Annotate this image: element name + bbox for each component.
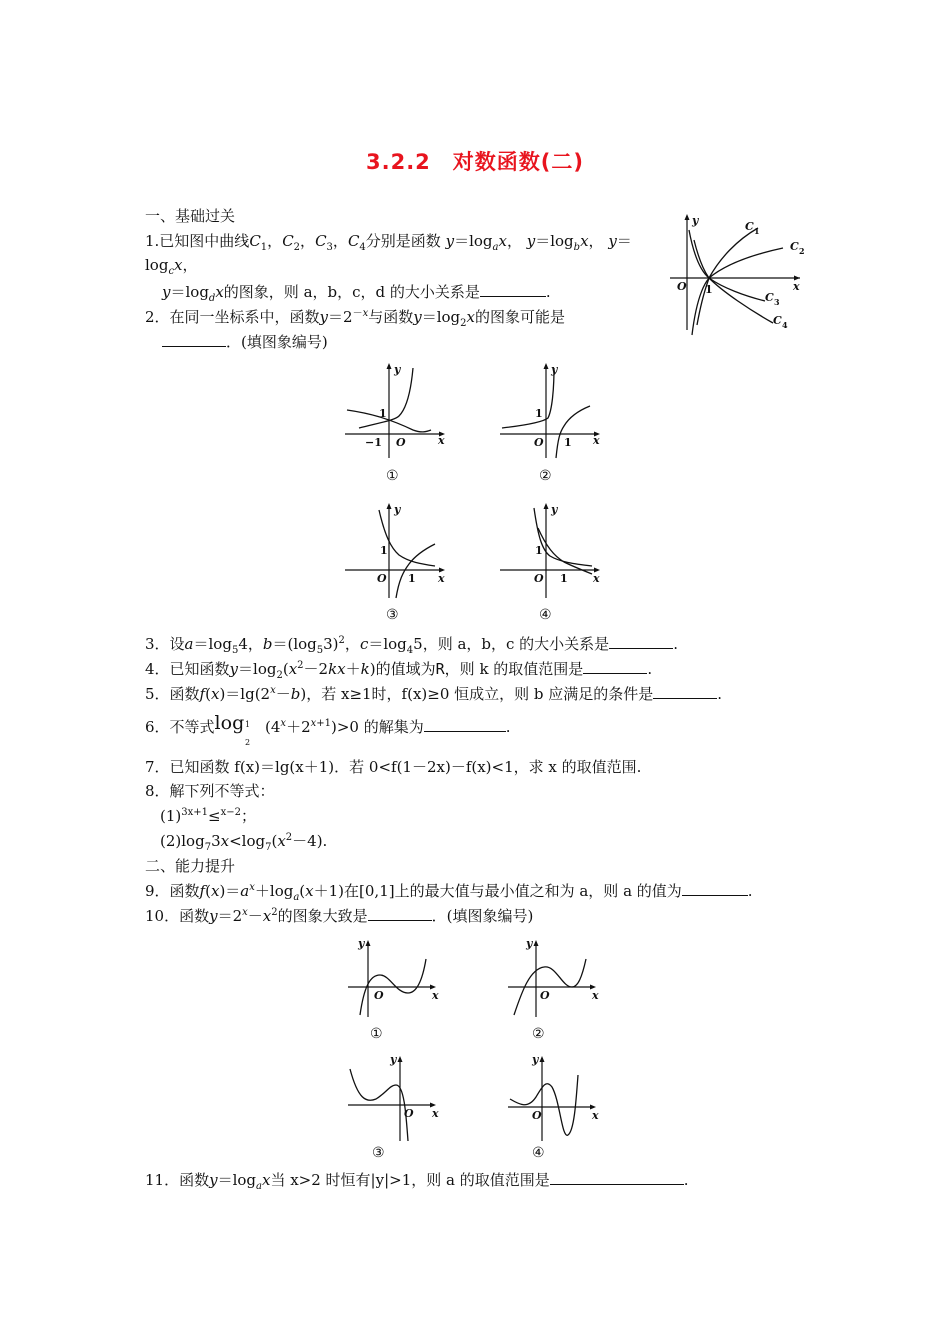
answer-blank[interactable]	[583, 659, 647, 674]
q1-axis-y: y	[692, 214, 699, 227]
section-advanced: 二、能力提升	[145, 857, 236, 875]
question-9: 9．函数$f(x)=a^x+\log_a(x+1)$在[0,1]上的最大值与最小值之和为 a，则 a 的值为 .	[145, 882, 753, 903]
svg-text:1: 1	[380, 544, 388, 557]
svg-text:y: y	[532, 1053, 539, 1066]
svg-text:4: 4	[782, 320, 788, 330]
answer-blank[interactable]	[653, 684, 717, 699]
q10-graph-4	[506, 1053, 606, 1143]
q2-mark-3: ③	[386, 607, 399, 623]
svg-text:x: x	[432, 1107, 439, 1120]
svg-text:y: y	[394, 503, 401, 516]
svg-text:−1: −1	[365, 436, 382, 449]
label-c4: C	[773, 314, 782, 327]
question-10: 10．函数$y=2^x-x^2$的图象大致是 ．(填图象编号)	[145, 907, 534, 925]
q2-graph-4	[498, 500, 608, 600]
svg-text:1: 1	[535, 544, 543, 557]
q6-log-base-top: 1	[245, 720, 251, 729]
question-7: 7．已知函数 f(x)＝lg(x＋1)．若 0<f(1－2x)－f(x)<1，求 x 的取值范围.	[145, 758, 642, 776]
question-11: 11．函数$y=\log_ax$当 x>2 时恒有|y|>1，则 a 的取值范围是 .	[145, 1171, 689, 1192]
svg-text:x: x	[593, 434, 600, 447]
q1-axis-x: x	[793, 280, 800, 293]
q10-graph-3	[346, 1053, 446, 1143]
q2-mark-4: ④	[539, 607, 552, 623]
svg-text:x: x	[432, 989, 439, 1002]
svg-text:1: 1	[535, 407, 543, 420]
svg-text:3: 3	[774, 297, 780, 307]
svg-text:y: y	[358, 937, 365, 950]
svg-text:2: 2	[799, 246, 805, 256]
question-6: 6．不等式$\log (4^x+2^{x+1})>0$ 的解集为 .	[145, 712, 511, 736]
svg-text:y: y	[526, 937, 533, 950]
q10-mark-1: ①	[370, 1026, 383, 1042]
label-c2: C	[790, 240, 799, 253]
question-1-line3: $y=\log_dx$的图象，则 a，b，c，d 的大小关系是 .	[162, 283, 551, 304]
svg-text:O: O	[404, 1107, 414, 1120]
q10-mark-3: ③	[372, 1145, 385, 1161]
question-4: 4．已知函数$y=\log_2(x^2-2kx+k)$的值域为R，则 k 的取值范围是 .	[145, 660, 653, 681]
svg-text:O: O	[534, 572, 544, 585]
section-basic: 一、基础过关	[145, 207, 236, 225]
svg-text:x: x	[593, 572, 600, 585]
question-8-1: $(1)^{3x+1}\le^{x-2}$；	[160, 807, 256, 825]
curve-c4	[689, 230, 773, 323]
svg-text:x: x	[438, 434, 445, 447]
question-2-line2: ．(填图象编号)	[162, 332, 328, 352]
question-3: 3．设$a=\log_54$，$b=(\log_53)^2$，$c=\log_45$，则 a，b，c 的大小关系是 .	[145, 635, 678, 656]
svg-text:O: O	[540, 989, 550, 1002]
answer-blank[interactable]	[550, 1170, 684, 1185]
svg-text:y: y	[551, 363, 558, 376]
question-1-line1: 1.已知图中曲线$C_1$，$C_2$，$C_3$，$C_4$分别是函数 $y=\log_ax$， $y=\log_bx$， y＝	[145, 232, 632, 253]
svg-text:x: x	[592, 989, 599, 1002]
q2-mark-1: ①	[386, 468, 399, 484]
question-5: 5．函数$f(x)=\lg(2^x-b)$，若 x≥1时，f(x)≥0 恒成立，则 b 应满足的条件是 .	[145, 685, 723, 703]
question-2-line1: 2．在同一坐标系中，函数$y=2^{-x}$与函数$y=\log_2x$的图象可能是	[145, 308, 566, 329]
svg-text:1: 1	[408, 572, 416, 585]
q2-graph-1	[343, 360, 453, 460]
answer-blank[interactable]	[424, 717, 506, 732]
q1-origin: O	[677, 280, 687, 293]
question-1-line2: $\log_cx$，	[145, 256, 198, 277]
q10-mark-2: ②	[532, 1026, 545, 1042]
question-8: 8．解下列不等式：	[145, 782, 275, 800]
answer-blank[interactable]	[480, 282, 546, 297]
answer-blank[interactable]	[368, 906, 432, 921]
curve-c1	[692, 228, 758, 335]
svg-text:O: O	[377, 572, 387, 585]
q10-graph-2	[506, 937, 606, 1019]
q2-graph-3	[343, 500, 453, 600]
svg-text:x: x	[438, 572, 445, 585]
label-c3: C	[765, 291, 774, 304]
svg-text:1: 1	[560, 572, 568, 585]
q6-log-base-bottom: 2	[245, 738, 251, 747]
svg-text:y: y	[394, 363, 401, 376]
page-title: 3.2.2 对数函数(二)	[366, 150, 584, 174]
svg-text:1: 1	[379, 407, 387, 420]
label-c1: C	[745, 220, 754, 233]
q1-one: 1	[705, 283, 713, 296]
svg-text:O: O	[532, 1109, 542, 1122]
svg-text:O: O	[374, 989, 384, 1002]
question-8-2: $(2)\log_73x<\log_7(x^2-4)$.	[160, 832, 328, 853]
answer-blank[interactable]	[162, 332, 226, 347]
svg-text:1: 1	[564, 436, 572, 449]
svg-text:O: O	[534, 436, 544, 449]
answer-blank[interactable]	[609, 634, 673, 649]
svg-text:y: y	[551, 503, 558, 516]
q10-graph-1	[346, 937, 446, 1019]
svg-text:1: 1	[754, 226, 760, 236]
q1-graph	[665, 210, 815, 335]
q2-mark-2: ②	[539, 468, 552, 484]
svg-text:x: x	[592, 1109, 599, 1122]
q10-mark-4: ④	[532, 1145, 545, 1161]
svg-text:O: O	[396, 436, 406, 449]
answer-blank[interactable]	[682, 881, 748, 896]
svg-text:y: y	[390, 1053, 397, 1066]
q2-graph-2	[498, 360, 608, 460]
